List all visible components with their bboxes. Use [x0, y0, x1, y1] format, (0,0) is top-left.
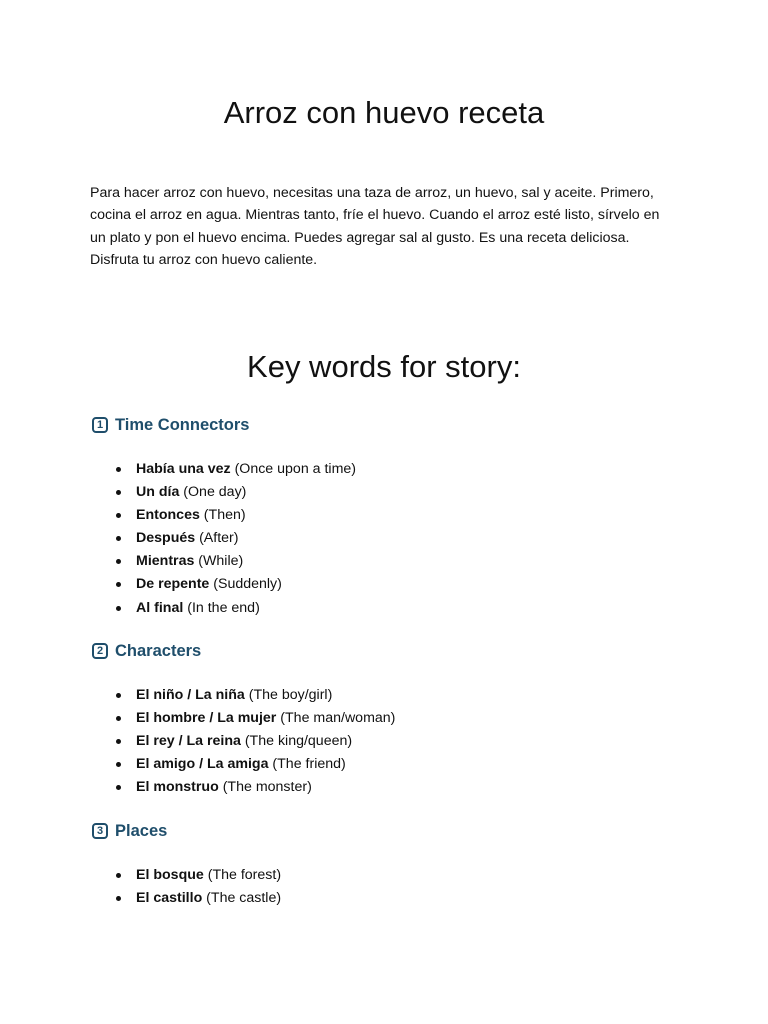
section-heading-places	[92, 820, 167, 842]
section-heading-characters	[92, 640, 201, 662]
term: El monstruo	[136, 779, 219, 796]
list-item	[136, 573, 356, 596]
term: El amigo / La amiga	[136, 756, 269, 773]
meaning: (The friend)	[268, 756, 346, 773]
list-item	[136, 481, 356, 504]
number-2-icon: 2	[92, 643, 108, 659]
places-list	[136, 864, 281, 910]
time-connectors-list	[136, 458, 356, 620]
term: El bosque	[136, 867, 204, 883]
term: Había una vez	[136, 461, 231, 477]
list-item	[136, 458, 356, 481]
meaning: (The king/queen)	[240, 733, 353, 750]
characters-list	[136, 684, 395, 799]
number-1-icon: 1	[92, 417, 108, 433]
term: Entonces	[136, 507, 200, 524]
meaning: (Suddenly)	[209, 576, 282, 593]
recipe-paragraph: Para hacer arroz con huevo, necesitas una taza de arroz, un huevo, sal y aceite. Primero, cocina el arroz en agua. Mientras tanto, fríe el huevo. Cuando el arroz esté listo, sírvelo en un plato y pon el huevo encima. Puedes agregar sal al gusto. Es una receta deliciosa. Disfruta tu arroz con huevo caliente.	[90, 185, 660, 269]
term: Al final	[136, 599, 184, 616]
list-item	[136, 776, 395, 799]
term: Después	[136, 530, 196, 547]
term: El niño / La niña	[136, 687, 245, 703]
meaning: (After)	[195, 530, 239, 547]
number-3-icon: 3	[92, 823, 108, 839]
section-heading-time-connectors	[92, 414, 249, 436]
meaning: (The boy/girl)	[244, 687, 333, 703]
meaning: (One day)	[179, 484, 247, 501]
meaning: (The man/woman)	[276, 710, 396, 727]
list-item	[136, 707, 395, 730]
section-heading-label: Time Connectors	[115, 416, 250, 434]
meaning: (Then)	[199, 507, 246, 524]
list-item	[136, 527, 356, 550]
term: Un día	[136, 484, 180, 501]
list-item	[136, 864, 281, 887]
meaning: (Once upon a time)	[230, 461, 357, 477]
meaning: (The forest)	[203, 867, 282, 883]
meaning: (The monster)	[218, 779, 312, 796]
meaning: (In the end)	[183, 599, 260, 616]
key-words-title: Key words for story:	[247, 349, 521, 384]
list-item	[136, 684, 395, 707]
term: El hombre / La mujer	[136, 710, 277, 727]
list-item	[136, 753, 395, 776]
document-title: Arroz con huevo receta	[223, 95, 545, 130]
term: El castillo	[136, 890, 203, 907]
list-item	[136, 887, 281, 910]
list-item	[136, 550, 356, 573]
term: De repente	[136, 576, 210, 593]
list-item	[136, 597, 356, 620]
term: Mientras	[136, 553, 195, 570]
meaning: (While)	[194, 553, 244, 570]
term: El rey / La reina	[136, 733, 241, 750]
meaning: (The castle)	[202, 890, 282, 907]
section-heading-label: Characters	[115, 642, 202, 660]
list-item	[136, 504, 356, 527]
section-heading-label: Places	[115, 822, 168, 840]
list-item	[136, 730, 395, 753]
